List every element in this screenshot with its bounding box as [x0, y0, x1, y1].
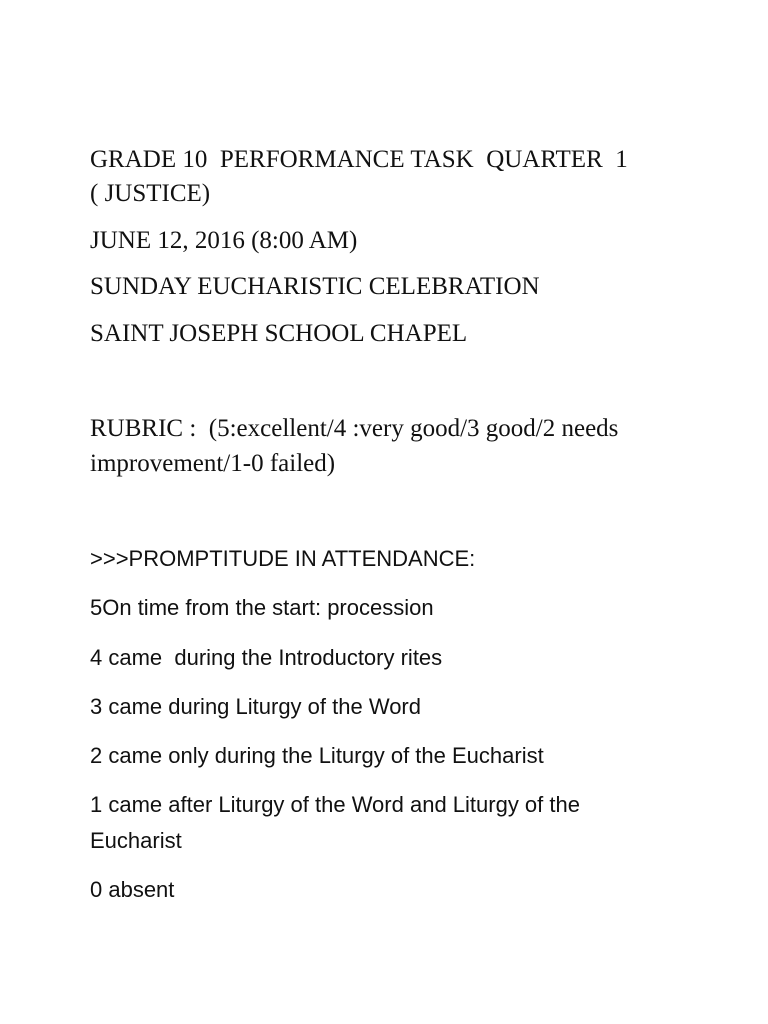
date-time: JUNE 12, 2016 (8:00 AM): [90, 227, 358, 254]
venue: SAINT JOSEPH SCHOOL CHAPEL: [90, 320, 468, 347]
criteria-item: 2 came only during the Liturgy of the Eucharist: [90, 743, 544, 768]
criteria-item: 1 came after Liturgy of the Word and Liturgy of the: [90, 792, 580, 817]
criteria-item: 4 came during the Introductory rites: [90, 645, 443, 670]
criteria-heading: >>>PROMPTITUDE IN ATTENDANCE:: [90, 546, 476, 571]
criteria-item-continued: Eucharist: [90, 828, 182, 853]
title-line-1: GRADE 10 PERFORMANCE TASK QUARTER 1: [90, 146, 628, 173]
title-line-2: ( JUSTICE): [90, 180, 211, 207]
rubric-line-1: RUBRIC : (5:excellent/4 :very good/3 good/2 needs: [90, 415, 619, 442]
criteria-item: 0 absent: [90, 877, 175, 902]
criteria-item: 3 came during Liturgy of the Word: [90, 694, 421, 719]
rubric-line-2: improvement/1-0 failed): [90, 450, 336, 477]
criteria-item: 5On time from the start: procession: [90, 595, 434, 620]
event-name: SUNDAY EUCHARISTIC CELEBRATION: [90, 273, 540, 300]
